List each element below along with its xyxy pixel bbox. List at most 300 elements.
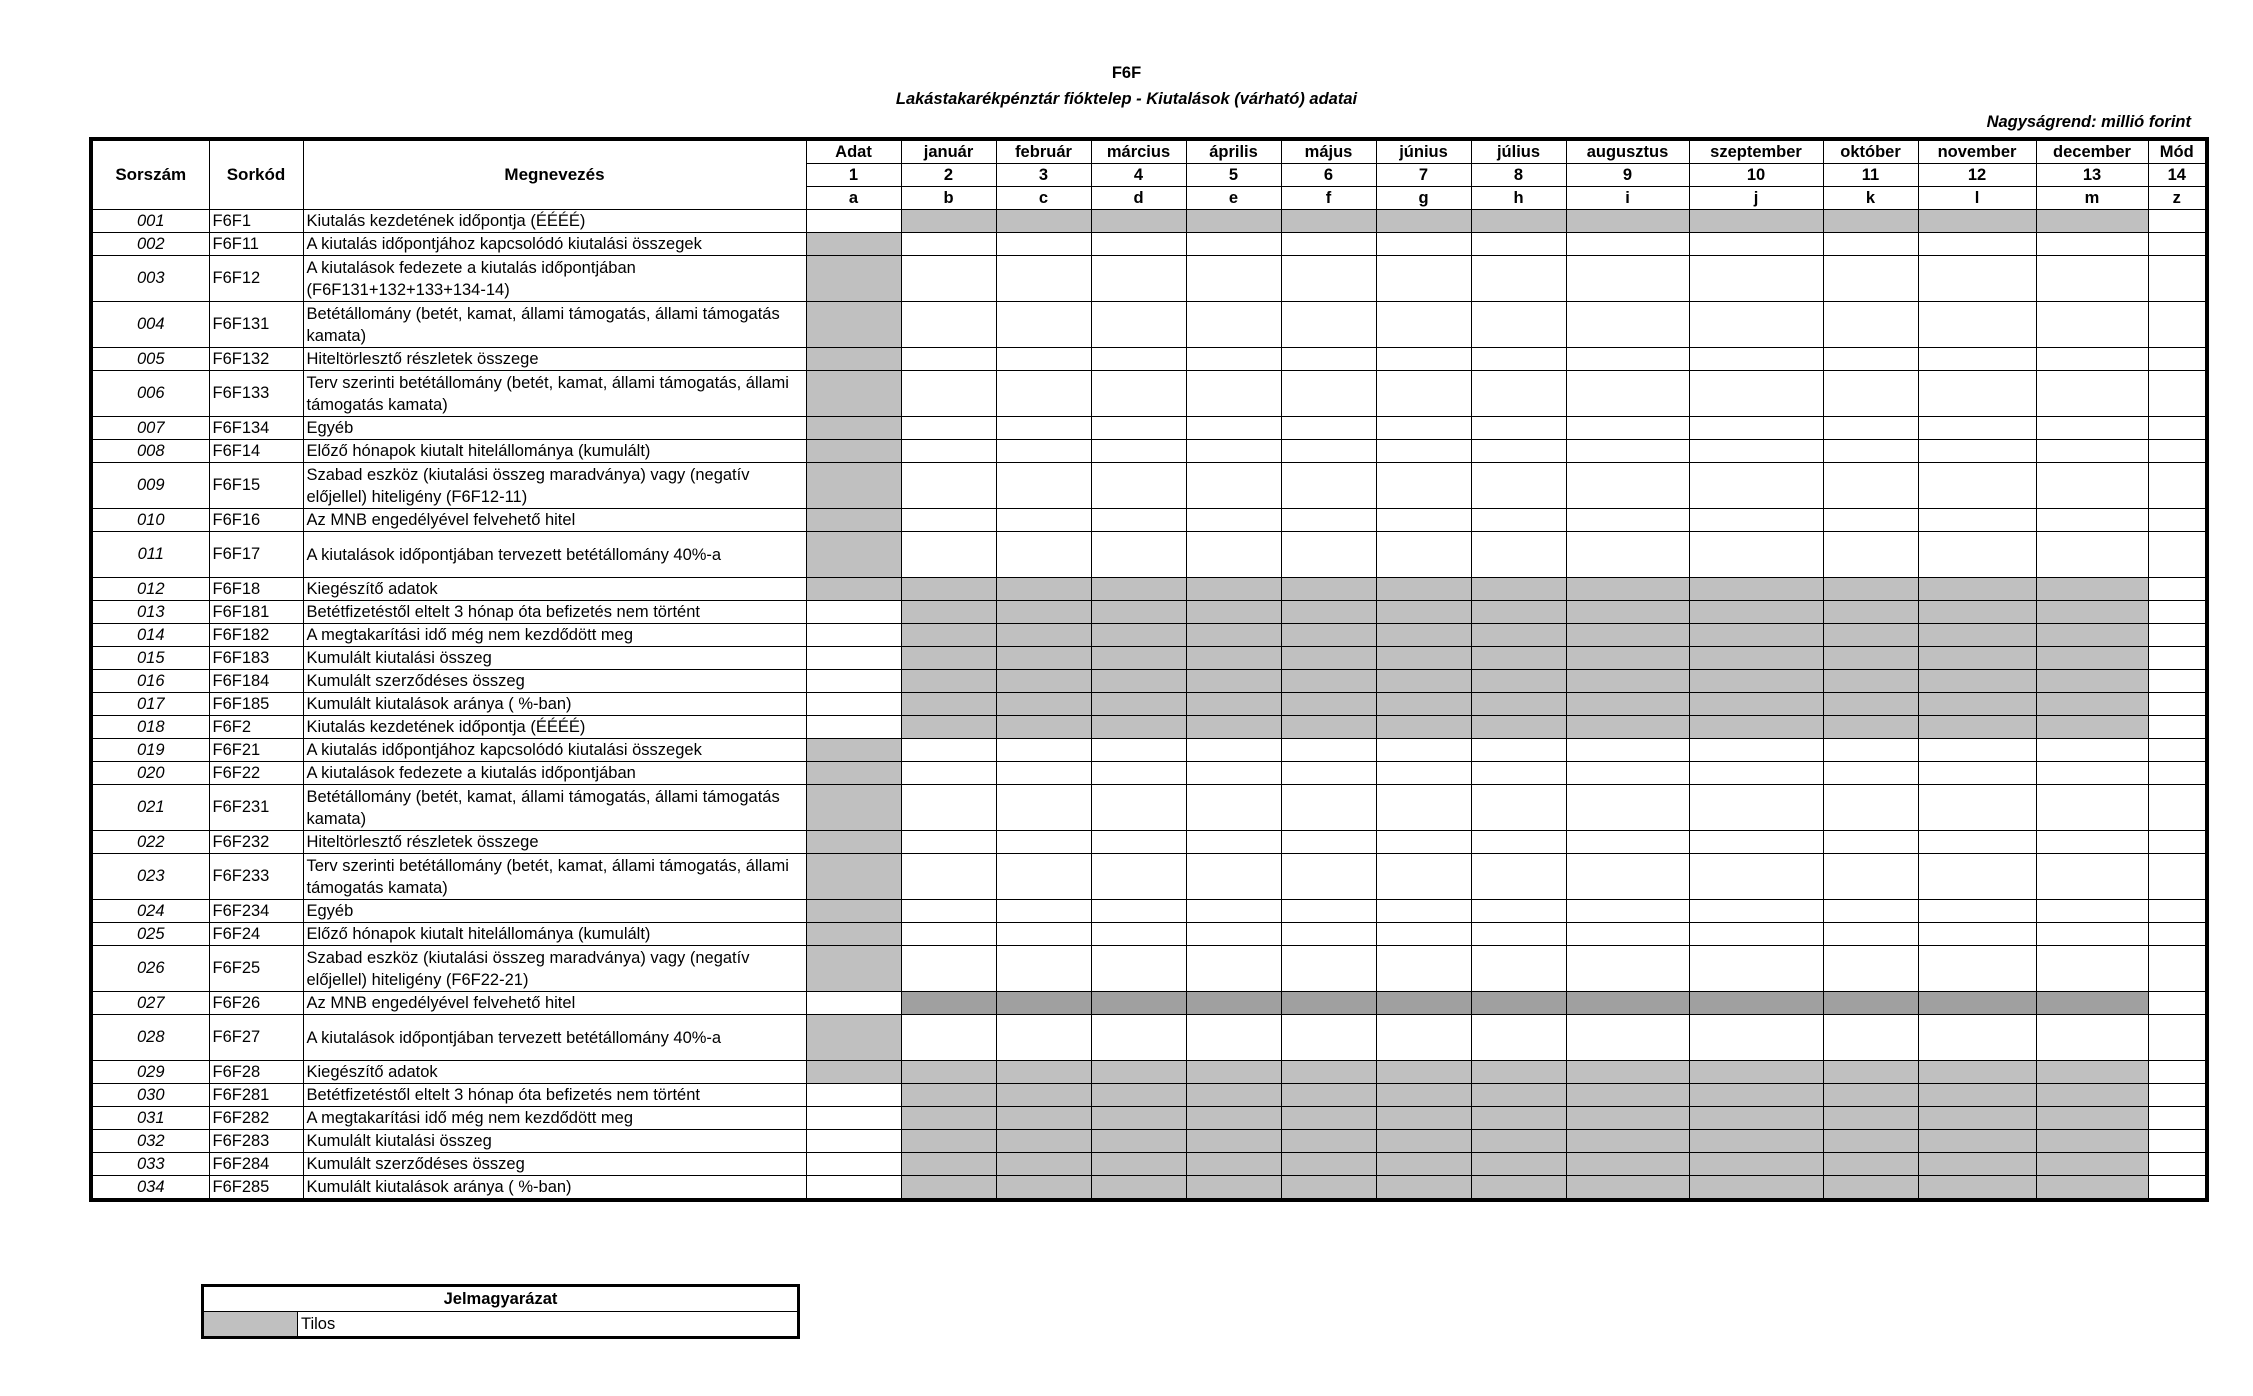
- data-cell[interactable]: [1566, 854, 1689, 900]
- data-cell[interactable]: [2036, 348, 2148, 371]
- data-cell[interactable]: [1689, 923, 1823, 946]
- data-cell[interactable]: [1689, 785, 1823, 831]
- data-cell[interactable]: [1566, 233, 1689, 256]
- data-cell[interactable]: [2036, 233, 2148, 256]
- data-cell[interactable]: [2036, 946, 2148, 992]
- data-cell[interactable]: [2148, 463, 2207, 509]
- data-cell[interactable]: [2148, 785, 2207, 831]
- data-cell[interactable]: [996, 739, 1091, 762]
- data-cell[interactable]: [1471, 348, 1566, 371]
- data-cell[interactable]: [1566, 302, 1689, 348]
- data-cell[interactable]: [806, 601, 901, 624]
- data-cell[interactable]: [1091, 946, 1186, 992]
- data-cell[interactable]: [1376, 509, 1471, 532]
- data-cell[interactable]: [996, 1015, 1091, 1061]
- data-cell[interactable]: [2036, 900, 2148, 923]
- data-cell[interactable]: [1091, 762, 1186, 785]
- data-cell[interactable]: [1689, 762, 1823, 785]
- data-cell[interactable]: [1281, 256, 1376, 302]
- data-cell[interactable]: [901, 417, 996, 440]
- data-cell[interactable]: [901, 509, 996, 532]
- data-cell[interactable]: [2148, 256, 2207, 302]
- data-cell[interactable]: [1566, 440, 1689, 463]
- data-cell[interactable]: [1281, 348, 1376, 371]
- data-cell[interactable]: [806, 693, 901, 716]
- data-cell[interactable]: [901, 762, 996, 785]
- data-cell[interactable]: [1186, 371, 1281, 417]
- data-cell[interactable]: [1376, 233, 1471, 256]
- data-cell[interactable]: [1376, 302, 1471, 348]
- data-cell[interactable]: [1566, 417, 1689, 440]
- data-cell[interactable]: [1471, 440, 1566, 463]
- data-cell[interactable]: [2148, 233, 2207, 256]
- data-cell[interactable]: [1689, 417, 1823, 440]
- data-cell[interactable]: [2148, 1153, 2207, 1176]
- row-code: F6F11: [209, 233, 303, 256]
- data-cell[interactable]: [1281, 785, 1376, 831]
- data-cell[interactable]: [1091, 831, 1186, 854]
- data-cell[interactable]: [901, 371, 996, 417]
- data-cell[interactable]: [2036, 1015, 2148, 1061]
- data-cell[interactable]: [2036, 256, 2148, 302]
- data-cell[interactable]: [1689, 532, 1823, 578]
- data-cell[interactable]: [996, 831, 1091, 854]
- data-cell[interactable]: [1918, 900, 2036, 923]
- data-cell[interactable]: [1566, 256, 1689, 302]
- row-description: A megtakarítási idő még nem kezdődött meg: [303, 1107, 806, 1130]
- data-cell[interactable]: [1281, 302, 1376, 348]
- data-cell[interactable]: [1281, 900, 1376, 923]
- data-cell: [1918, 1130, 2036, 1153]
- data-cell: [1091, 601, 1186, 624]
- data-cell: [1376, 647, 1471, 670]
- table-row: [91, 831, 2207, 854]
- data-cell[interactable]: [1566, 946, 1689, 992]
- data-cell[interactable]: [901, 831, 996, 854]
- data-cell[interactable]: [2036, 923, 2148, 946]
- data-cell[interactable]: [2148, 739, 2207, 762]
- data-cell[interactable]: [1091, 256, 1186, 302]
- data-cell[interactable]: [1471, 762, 1566, 785]
- data-cell[interactable]: [806, 1153, 901, 1176]
- data-cell[interactable]: [901, 739, 996, 762]
- data-cell[interactable]: [1689, 1015, 1823, 1061]
- data-cell[interactable]: [1376, 532, 1471, 578]
- data-cell[interactable]: [2036, 831, 2148, 854]
- data-cell[interactable]: [2148, 417, 2207, 440]
- data-cell[interactable]: [1281, 233, 1376, 256]
- data-cell[interactable]: [2036, 417, 2148, 440]
- data-cell[interactable]: [1918, 923, 2036, 946]
- data-cell[interactable]: [1376, 923, 1471, 946]
- data-cell[interactable]: [1689, 302, 1823, 348]
- data-cell[interactable]: [1471, 946, 1566, 992]
- data-cell: [1186, 1061, 1281, 1084]
- data-cell[interactable]: [1471, 923, 1566, 946]
- data-cell[interactable]: [996, 946, 1091, 992]
- data-cell: [1689, 210, 1823, 233]
- data-cell[interactable]: [1091, 233, 1186, 256]
- data-cell: [1471, 578, 1566, 601]
- data-cell[interactable]: [1471, 785, 1566, 831]
- data-cell[interactable]: [1186, 785, 1281, 831]
- data-cell[interactable]: [2148, 348, 2207, 371]
- data-cell[interactable]: [1823, 762, 1918, 785]
- data-cell[interactable]: [806, 210, 901, 233]
- data-cell[interactable]: [2148, 440, 2207, 463]
- data-cell[interactable]: [1186, 302, 1281, 348]
- data-cell[interactable]: [2036, 739, 2148, 762]
- data-cell[interactable]: [2148, 900, 2207, 923]
- data-cell[interactable]: [1566, 923, 1689, 946]
- data-cell[interactable]: [996, 348, 1091, 371]
- data-cell[interactable]: [1566, 831, 1689, 854]
- data-cell[interactable]: [996, 762, 1091, 785]
- data-cell[interactable]: [901, 1015, 996, 1061]
- data-cell[interactable]: [2148, 831, 2207, 854]
- data-cell[interactable]: [1186, 532, 1281, 578]
- data-cell[interactable]: [2148, 624, 2207, 647]
- data-cell[interactable]: [1281, 463, 1376, 509]
- data-cell[interactable]: [1186, 1015, 1281, 1061]
- data-cell[interactable]: [2148, 1130, 2207, 1153]
- data-cell[interactable]: [2148, 854, 2207, 900]
- data-cell[interactable]: [2148, 647, 2207, 670]
- data-cell[interactable]: [1918, 854, 2036, 900]
- data-cell[interactable]: [1566, 1015, 1689, 1061]
- data-cell[interactable]: [1689, 463, 1823, 509]
- data-cell: [1281, 693, 1376, 716]
- data-cell[interactable]: [1281, 440, 1376, 463]
- data-cell[interactable]: [1281, 831, 1376, 854]
- data-cell[interactable]: [1091, 900, 1186, 923]
- data-cell[interactable]: [1281, 854, 1376, 900]
- data-cell[interactable]: [1566, 900, 1689, 923]
- data-cell[interactable]: [1689, 440, 1823, 463]
- row-number: 003: [91, 256, 209, 302]
- data-cell[interactable]: [2036, 440, 2148, 463]
- data-cell[interactable]: [2148, 1107, 2207, 1130]
- data-cell[interactable]: [901, 256, 996, 302]
- data-cell[interactable]: [2036, 762, 2148, 785]
- header-col-letter: d: [1091, 187, 1186, 210]
- data-cell[interactable]: [1186, 463, 1281, 509]
- data-cell[interactable]: [1091, 417, 1186, 440]
- data-cell[interactable]: [996, 509, 1091, 532]
- header-col-label: Adat: [806, 139, 901, 164]
- data-cell[interactable]: [2148, 1084, 2207, 1107]
- data-cell[interactable]: [2148, 302, 2207, 348]
- data-cell[interactable]: [2148, 716, 2207, 739]
- data-cell[interactable]: [1091, 854, 1186, 900]
- data-cell[interactable]: [1823, 739, 1918, 762]
- data-cell[interactable]: [901, 463, 996, 509]
- data-cell[interactable]: [1471, 417, 1566, 440]
- data-cell[interactable]: [1823, 900, 1918, 923]
- data-cell[interactable]: [1471, 302, 1566, 348]
- data-cell[interactable]: [2036, 371, 2148, 417]
- data-cell[interactable]: [1376, 463, 1471, 509]
- data-cell[interactable]: [806, 1176, 901, 1201]
- data-cell[interactable]: [1186, 739, 1281, 762]
- data-cell[interactable]: [2148, 670, 2207, 693]
- data-cell[interactable]: [1471, 371, 1566, 417]
- data-cell[interactable]: [1091, 348, 1186, 371]
- data-cell[interactable]: [806, 716, 901, 739]
- data-cell[interactable]: [1823, 371, 1918, 417]
- data-cell[interactable]: [1918, 371, 2036, 417]
- data-cell[interactable]: [1186, 509, 1281, 532]
- data-cell[interactable]: [1823, 785, 1918, 831]
- data-cell[interactable]: [1186, 256, 1281, 302]
- data-cell[interactable]: [996, 463, 1091, 509]
- data-cell[interactable]: [1186, 854, 1281, 900]
- data-cell[interactable]: [1566, 532, 1689, 578]
- data-cell[interactable]: [2036, 532, 2148, 578]
- data-cell[interactable]: [2148, 578, 2207, 601]
- data-cell[interactable]: [1186, 831, 1281, 854]
- data-cell: [2036, 716, 2148, 739]
- data-cell[interactable]: [1376, 417, 1471, 440]
- data-cell[interactable]: [1091, 463, 1186, 509]
- data-cell[interactable]: [1566, 785, 1689, 831]
- data-cell[interactable]: [1186, 762, 1281, 785]
- data-cell[interactable]: [1566, 762, 1689, 785]
- data-cell[interactable]: [1281, 1015, 1376, 1061]
- data-cell[interactable]: [1471, 739, 1566, 762]
- data-cell[interactable]: [1376, 854, 1471, 900]
- data-cell[interactable]: [996, 854, 1091, 900]
- data-cell[interactable]: [1376, 900, 1471, 923]
- data-cell[interactable]: [1186, 900, 1281, 923]
- data-cell[interactable]: [1918, 831, 2036, 854]
- data-cell[interactable]: [1281, 923, 1376, 946]
- data-cell[interactable]: [2036, 785, 2148, 831]
- data-cell[interactable]: [1918, 417, 2036, 440]
- data-cell[interactable]: [1376, 256, 1471, 302]
- data-cell[interactable]: [1471, 463, 1566, 509]
- data-cell[interactable]: [806, 647, 901, 670]
- data-cell[interactable]: [1376, 785, 1471, 831]
- data-cell[interactable]: [2148, 946, 2207, 992]
- data-cell[interactable]: [1823, 509, 1918, 532]
- data-cell[interactable]: [1186, 440, 1281, 463]
- data-cell[interactable]: [1471, 509, 1566, 532]
- data-cell[interactable]: [901, 854, 996, 900]
- data-cell[interactable]: [996, 256, 1091, 302]
- data-cell[interactable]: [1823, 302, 1918, 348]
- data-cell[interactable]: [1091, 739, 1186, 762]
- data-cell[interactable]: [1281, 762, 1376, 785]
- data-cell[interactable]: [1918, 348, 2036, 371]
- data-cell[interactable]: [2148, 1015, 2207, 1061]
- data-cell[interactable]: [1823, 233, 1918, 256]
- data-cell[interactable]: [1281, 509, 1376, 532]
- data-cell[interactable]: [1091, 785, 1186, 831]
- data-cell[interactable]: [901, 233, 996, 256]
- data-cell[interactable]: [1471, 1015, 1566, 1061]
- data-cell[interactable]: [1186, 417, 1281, 440]
- data-cell[interactable]: [1566, 739, 1689, 762]
- data-cell[interactable]: [1091, 302, 1186, 348]
- data-cell[interactable]: [1918, 946, 2036, 992]
- row-number: 016: [91, 670, 209, 693]
- data-cell[interactable]: [806, 992, 901, 1015]
- data-cell[interactable]: [1918, 739, 2036, 762]
- data-cell[interactable]: [1823, 463, 1918, 509]
- data-cell[interactable]: [2148, 762, 2207, 785]
- data-cell[interactable]: [1376, 440, 1471, 463]
- data-cell[interactable]: [2148, 992, 2207, 1015]
- data-cell[interactable]: [1823, 1015, 1918, 1061]
- row-description: Az MNB engedélyével felvehető hitel: [303, 509, 806, 532]
- data-cell[interactable]: [2036, 302, 2148, 348]
- data-cell[interactable]: [1376, 1015, 1471, 1061]
- row-number: 021: [91, 785, 209, 831]
- data-cell[interactable]: [1918, 463, 2036, 509]
- data-cell[interactable]: [996, 900, 1091, 923]
- data-cell[interactable]: [1376, 946, 1471, 992]
- data-cell[interactable]: [806, 1130, 901, 1153]
- data-cell[interactable]: [806, 1107, 901, 1130]
- data-cell[interactable]: [1376, 831, 1471, 854]
- data-cell[interactable]: [1091, 440, 1186, 463]
- data-cell[interactable]: [2148, 601, 2207, 624]
- data-cell[interactable]: [1281, 946, 1376, 992]
- data-cell[interactable]: [2148, 693, 2207, 716]
- data-cell[interactable]: [1689, 371, 1823, 417]
- data-cell[interactable]: [1091, 923, 1186, 946]
- data-cell[interactable]: [996, 417, 1091, 440]
- data-cell[interactable]: [1281, 371, 1376, 417]
- data-cell[interactable]: [1281, 739, 1376, 762]
- data-cell[interactable]: [1918, 532, 2036, 578]
- data-cell[interactable]: [996, 371, 1091, 417]
- row-description: Előző hónapok kiutalt hitelállománya (kumulált): [303, 923, 806, 946]
- data-cell[interactable]: [1918, 762, 2036, 785]
- data-cell[interactable]: [996, 302, 1091, 348]
- data-cell[interactable]: [1689, 900, 1823, 923]
- data-cell[interactable]: [1186, 946, 1281, 992]
- data-cell[interactable]: [1918, 256, 2036, 302]
- data-cell[interactable]: [806, 1084, 901, 1107]
- data-cell[interactable]: [1376, 762, 1471, 785]
- data-cell[interactable]: [2148, 1061, 2207, 1084]
- data-cell[interactable]: [1823, 348, 1918, 371]
- data-cell[interactable]: [2148, 371, 2207, 417]
- data-cell[interactable]: [901, 532, 996, 578]
- data-cell[interactable]: [1566, 509, 1689, 532]
- data-cell[interactable]: [1186, 923, 1281, 946]
- data-cell[interactable]: [2148, 532, 2207, 578]
- data-cell[interactable]: [2036, 463, 2148, 509]
- data-cell[interactable]: [1823, 854, 1918, 900]
- table-row: [91, 1107, 2207, 1130]
- data-cell[interactable]: [1823, 532, 1918, 578]
- data-cell[interactable]: [901, 302, 996, 348]
- data-cell: [2036, 624, 2148, 647]
- data-cell[interactable]: [1823, 946, 1918, 992]
- data-cell[interactable]: [1471, 900, 1566, 923]
- data-cell[interactable]: [1689, 348, 1823, 371]
- data-cell[interactable]: [1566, 348, 1689, 371]
- data-cell[interactable]: [806, 670, 901, 693]
- data-cell[interactable]: [1281, 417, 1376, 440]
- data-cell[interactable]: [2148, 509, 2207, 532]
- data-cell[interactable]: [1823, 923, 1918, 946]
- data-cell[interactable]: [1918, 233, 2036, 256]
- data-cell: [1566, 624, 1689, 647]
- data-cell[interactable]: [996, 785, 1091, 831]
- data-cell[interactable]: [901, 946, 996, 992]
- data-cell[interactable]: [1689, 233, 1823, 256]
- data-cell[interactable]: [1918, 785, 2036, 831]
- data-cell[interactable]: [996, 440, 1091, 463]
- data-cell[interactable]: [901, 348, 996, 371]
- data-cell[interactable]: [1689, 256, 1823, 302]
- data-cell[interactable]: [1091, 532, 1186, 578]
- data-cell[interactable]: [1823, 831, 1918, 854]
- data-cell[interactable]: [901, 785, 996, 831]
- row-number: 032: [91, 1130, 209, 1153]
- data-cell[interactable]: [1376, 348, 1471, 371]
- data-cell[interactable]: [901, 923, 996, 946]
- data-cell[interactable]: [1091, 371, 1186, 417]
- data-cell[interactable]: [1918, 509, 2036, 532]
- data-cell[interactable]: [1689, 946, 1823, 992]
- data-cell[interactable]: [1471, 831, 1566, 854]
- data-cell[interactable]: [1471, 233, 1566, 256]
- data-cell[interactable]: [2036, 509, 2148, 532]
- data-cell[interactable]: [1566, 371, 1689, 417]
- data-cell[interactable]: [1186, 233, 1281, 256]
- data-cell[interactable]: [1186, 348, 1281, 371]
- data-cell[interactable]: [901, 440, 996, 463]
- data-cell[interactable]: [806, 624, 901, 647]
- data-cell[interactable]: [1281, 532, 1376, 578]
- data-cell[interactable]: [1823, 440, 1918, 463]
- data-cell[interactable]: [1823, 417, 1918, 440]
- data-cell[interactable]: [996, 532, 1091, 578]
- data-cell[interactable]: [2036, 854, 2148, 900]
- data-cell[interactable]: [1689, 854, 1823, 900]
- data-cell[interactable]: [1376, 739, 1471, 762]
- data-cell[interactable]: [1918, 1015, 2036, 1061]
- data-cell[interactable]: [1471, 256, 1566, 302]
- data-cell[interactable]: [2148, 1176, 2207, 1201]
- data-cell[interactable]: [1689, 739, 1823, 762]
- data-cell[interactable]: [1823, 256, 1918, 302]
- data-cell[interactable]: [1566, 463, 1689, 509]
- data-cell: [1471, 716, 1566, 739]
- data-cell[interactable]: [1091, 1015, 1186, 1061]
- data-cell: [1186, 578, 1281, 601]
- data-cell[interactable]: [1471, 854, 1566, 900]
- data-cell[interactable]: [1918, 440, 2036, 463]
- data-cell[interactable]: [996, 923, 1091, 946]
- data-cell[interactable]: [1918, 302, 2036, 348]
- data-cell[interactable]: [1471, 532, 1566, 578]
- data-cell[interactable]: [901, 900, 996, 923]
- data-cell[interactable]: [2148, 923, 2207, 946]
- data-cell[interactable]: [2148, 210, 2207, 233]
- data-cell[interactable]: [1376, 371, 1471, 417]
- data-cell[interactable]: [1091, 509, 1186, 532]
- data-cell[interactable]: [996, 233, 1091, 256]
- data-cell: [1471, 647, 1566, 670]
- data-cell[interactable]: [1689, 831, 1823, 854]
- data-cell[interactable]: [1689, 509, 1823, 532]
